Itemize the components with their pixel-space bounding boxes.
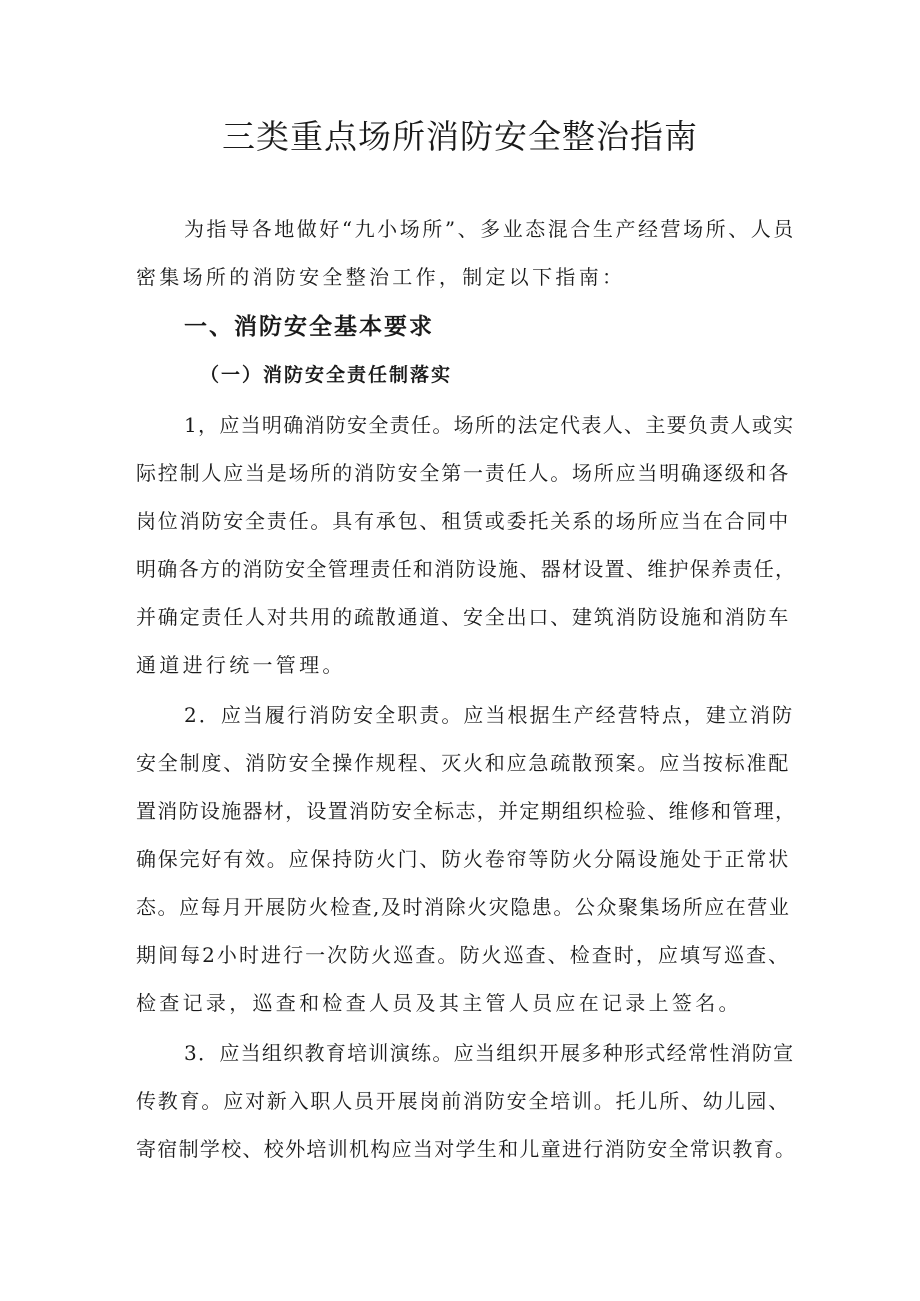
item3-line-1: 3．应当组织教育培训演练。应当组织开展多种形式经常性消防宣 <box>184 1041 795 1065</box>
item2-line-5: 态。应每月开展防火检查,及时消除火灾隐患。公众聚集场所应在营业 <box>136 895 791 919</box>
item2-line-7: 检查记录，巡查和检查人员及其主管人员应在记录上签名。 <box>136 991 742 1015</box>
item3-line-2: 传教育。应对新入职人员开展岗前消防安全培训。托儿所、幼儿园、 <box>136 1089 790 1113</box>
item2-line-3: 置消防设施器材，设置消防安全标志，并定期组织检验、维修和管理， <box>136 799 797 823</box>
item1-line-3: 岗位消防安全责任。具有承包、租赁或委托关系的场所应当在合同中 <box>136 509 790 533</box>
item2-line-1: 2．应当履行消防安全职责。应当根据生产经营特点，建立消防 <box>184 703 795 727</box>
item1-line-2: 际控制人应当是场所的消防安全第一责任人。场所应当明确逐级和各 <box>136 461 790 485</box>
section-heading: 一、消防安全基本要求 <box>184 313 434 340</box>
item1-line-1: 1，应当明确消防安全责任。场所的法定代表人、主要负责人或实 <box>184 413 795 437</box>
item1-line-5: 并确定责任人对共用的疏散通道、安全出口、建筑消防设施和消防车 <box>136 605 790 629</box>
subsection-heading: （一）消防安全责任制落实 <box>200 364 453 386</box>
item1-line-4: 明确各方的消防安全管理责任和消防设施、器材设置、维护保养责任， <box>136 557 797 581</box>
intro-line-1: 为指导各地做好“九小场所”、多业态混合生产经营场所、人员 <box>184 217 796 241</box>
intro-line-2: 密集场所的消防安全整治工作，制定以下指南： <box>136 265 626 289</box>
item1-line-6: 通道进行统一管理。 <box>136 653 346 677</box>
document-title: 三类重点场所消防安全整治指南 <box>222 117 698 156</box>
item2-line-2: 安全制度、消防安全操作规程、灭火和应急疏散预案。应当按标准配 <box>136 751 790 775</box>
item2-line-4: 确保完好有效。应保持防火门、防火卷帘等防火分隔设施处于正常状 <box>136 847 790 871</box>
item2-line-6: 期间每2小时进行一次防火巡查。防火巡查、检查时，应填写巡查、 <box>136 943 791 967</box>
item3-line-3: 寄宿制学校、校外培训机构应当对学生和儿童进行消防安全常识教育。 <box>136 1137 797 1161</box>
